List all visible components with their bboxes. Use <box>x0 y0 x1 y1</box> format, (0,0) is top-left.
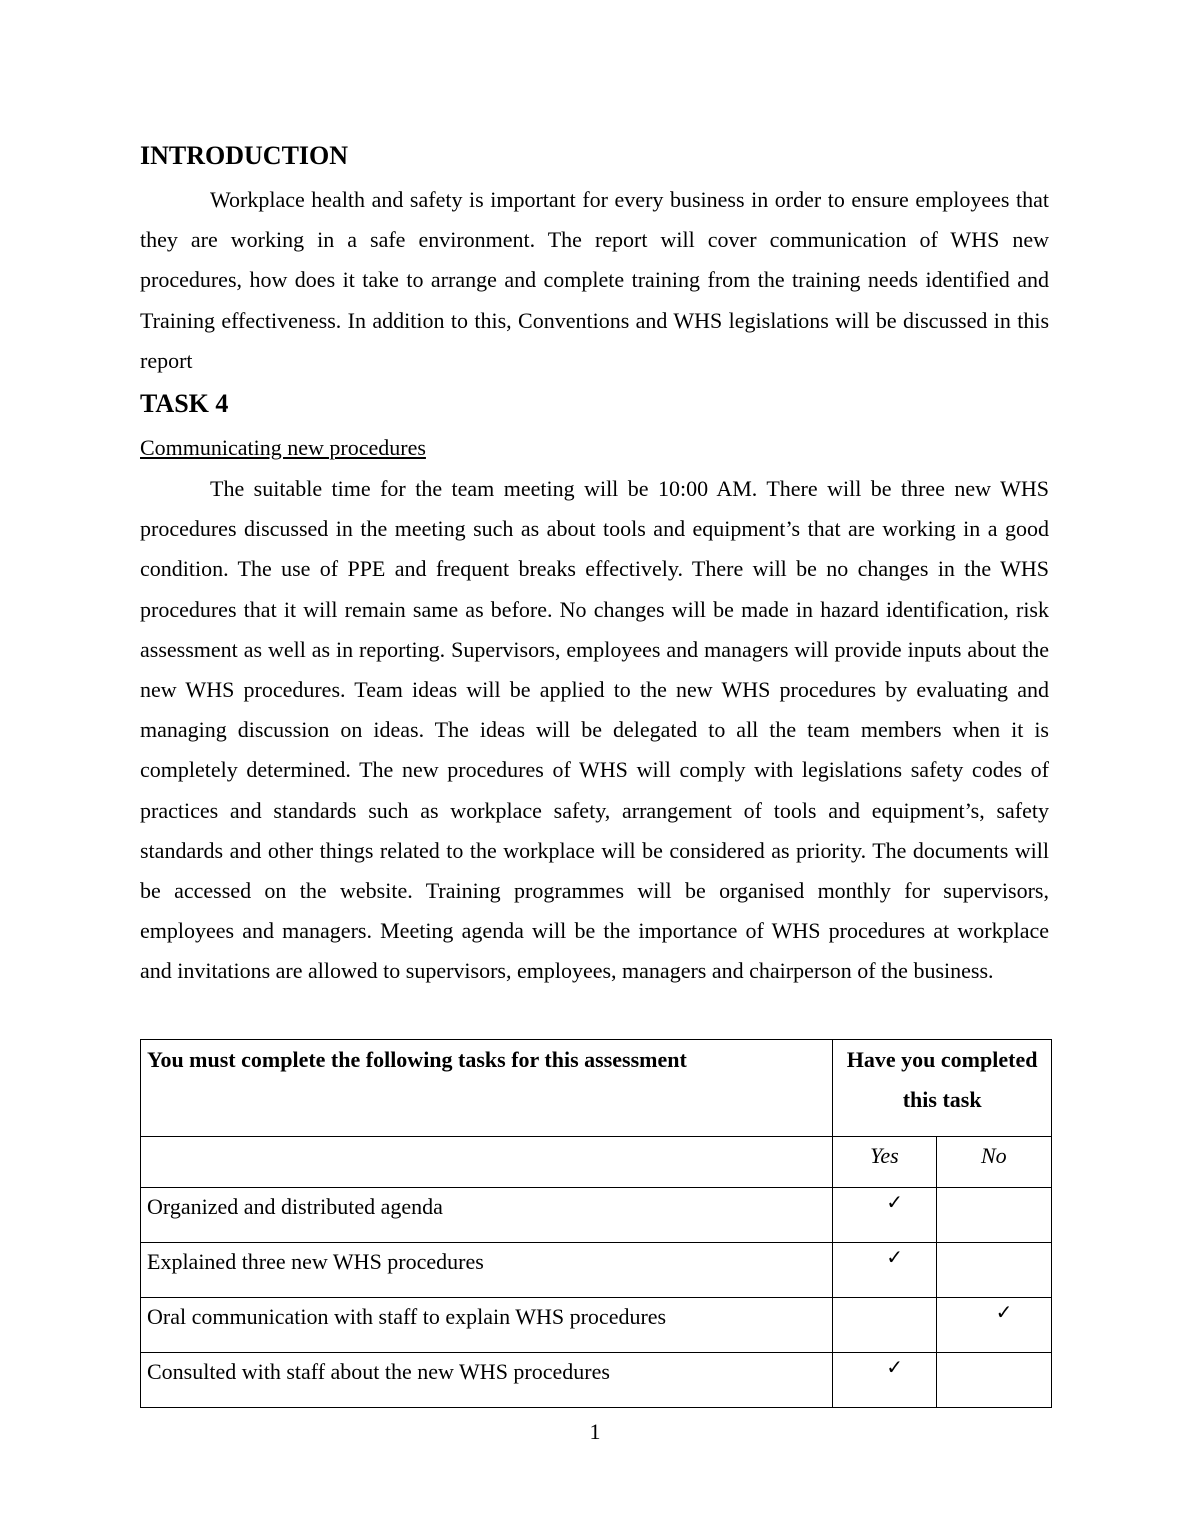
table-yes-no-row <box>141 1137 1052 1188</box>
check-icon: ✓ <box>833 1243 936 1298</box>
empty-cell <box>936 1353 1051 1408</box>
empty-cell <box>833 1298 936 1353</box>
empty-cell <box>936 1243 1051 1298</box>
task-label: Explained three new WHS procedures <box>141 1243 833 1298</box>
task4-heading: TASK 4 <box>140 389 229 418</box>
empty-cell <box>936 1188 1051 1243</box>
introduction-paragraph: Workplace health and safety is important for every business in order to ensure employees that they are working in a safe environment. The report will cover communication of WHS new procedures, how does it take to arrange and complete training from the training needs identified and Training effectiveness. In addition to this, Conventions and WHS legislations will be discussed in this report <box>140 187 1049 373</box>
page-number: 1 <box>589 1419 601 1444</box>
header-status-cell: Have you completed this task <box>833 1040 1052 1137</box>
introduction-heading: INTRODUCTION <box>140 141 349 170</box>
table-row <box>141 1243 1052 1298</box>
no-column-label: No <box>936 1137 1051 1188</box>
table-row <box>141 1188 1052 1243</box>
check-icon: ✓ <box>833 1188 936 1243</box>
task-label: Consulted with staff about the new WHS procedures <box>141 1353 833 1408</box>
table-header-row <box>141 1040 1052 1137</box>
check-icon: ✓ <box>833 1353 936 1408</box>
task-label: Oral communication with staff to explain WHS procedures <box>141 1298 833 1353</box>
task-label: Organized and distributed agenda <box>141 1188 833 1243</box>
task4-paragraph: The suitable time for the team meeting will be 10:00 AM. There will be three new WHS procedures discussed in the meeting such as about tools and equipment’s that are working in a good condition. The use of PPE and frequent breaks effectively. There will be no changes in the WHS procedures that it will remain same as before. No changes will be made in hazard identification, risk assessment as well as in reporting. Supervisors, employees and managers will provide inputs about the new WHS procedures. Team ideas will be applied to the new WHS procedures by evaluating and managing discussion on ideas. The ideas will be delegated to all the team members when it is completely determined. The new procedures of WHS will comply with legislations safety codes of practices and standards such as workplace safety, arrangement of tools and equipment’s, safety standards and other things related to the workplace will be considered as priority. The documents will be accessed on the website. Training programmes will be organised monthly for supervisors, employees and managers. Meeting agenda will be the importance of WHS procedures at workplace and invitations are allowed to supervisors, employees, managers and chairperson of the business. <box>140 476 1049 984</box>
assessment-task-table <box>140 1039 1052 1408</box>
check-icon: ✓ <box>936 1298 1051 1353</box>
header-task-cell: You must complete the following tasks for this assessment <box>141 1040 833 1137</box>
task4-subheading: Communicating new procedures <box>140 435 426 460</box>
empty-cell <box>141 1137 833 1188</box>
yes-column-label: Yes <box>833 1137 936 1188</box>
table-row <box>141 1353 1052 1408</box>
table-row <box>141 1298 1052 1353</box>
